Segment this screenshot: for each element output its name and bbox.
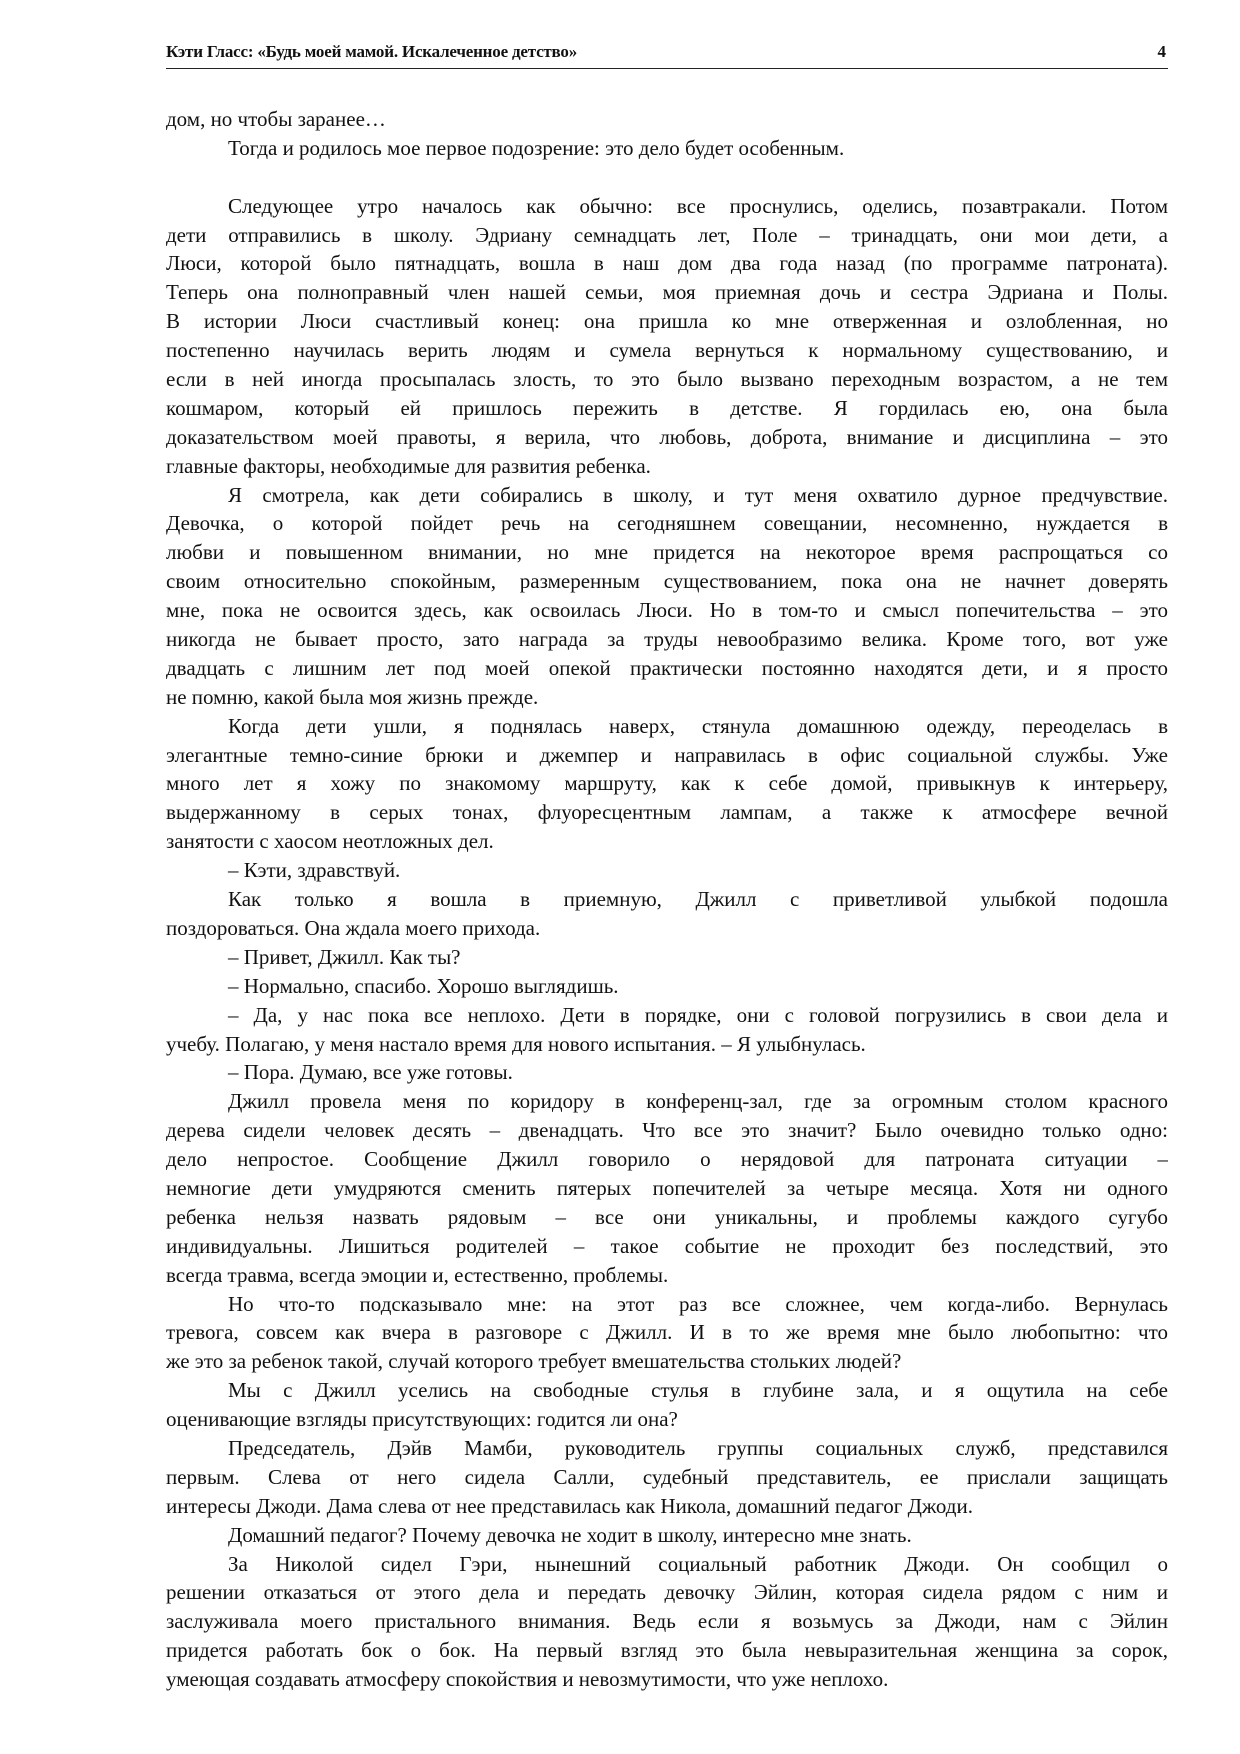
paragraph (166, 1521, 1168, 1550)
text-line: – Привет, Джилл. Как ты? (228, 944, 461, 969)
text-line: – Нормально, спасибо. Хорошо выглядишь. (228, 973, 619, 998)
text-line: индивидуальны. Лишиться родителей – такое событие не проходит без последствий, это (166, 1233, 1168, 1258)
book-title: Кэти Гласс: «Будь моей мамой. Искалеченное детство» (166, 42, 578, 61)
text-line: тревога, совсем как вчера в разговоре с Джилл. И в то же время мне было любопытно: что (166, 1320, 1168, 1345)
paragraph (166, 1290, 1168, 1377)
text-line: Но что-то подсказывало мне: на этот раз все сложнее, чем когда-либо. Вернулась (228, 1291, 1168, 1316)
text-line: мне, пока не освоится здесь, как освоилась Люси. Но в том-то и смысл попечительства – это (166, 598, 1168, 623)
text-line: поздороваться. Она ждала моего прихода. (166, 915, 541, 940)
text-line: дело непростое. Сообщение Джилл говорило о нерядовой для патроната ситуации – (166, 1147, 1168, 1172)
text-line: заслуживала моего пристального внимания. Ведь если я возьмусь за Джоди, нам с Эйлин (166, 1609, 1168, 1634)
text-line: постепенно научилась верить людям и сумела вернуться к нормальному существованию, и (166, 338, 1168, 363)
paragraph (166, 1058, 1168, 1087)
text-line: немногие дети умудряются сменить пятерых попечителей за четыре месяца. Хотя ни одного (166, 1175, 1168, 1200)
text-line: двадцать с лишним лет под моей опекой практически постоянно находятся дети, и я просто (166, 655, 1168, 680)
text-line: много лет я хожу по знакомому маршруту, как к себе домой, привыкнув к интерьеру, (166, 771, 1168, 796)
page-number: 4 (1157, 42, 1166, 61)
paragraph (166, 943, 1168, 972)
text-line: Я смотрела, как дети собирались в школу, и тут меня охватило дурное предчувствие. (228, 482, 1168, 507)
text-line: Домашний педагог? Почему девочка не ходит в школу, интересно мне знать. (228, 1522, 912, 1547)
running-header (166, 40, 1168, 69)
text-line: В истории Люси счастливый конец: она пришла ко мне отверженная и озлобленная, но (166, 309, 1168, 334)
text-line: не помню, какой была моя жизнь прежде. (166, 684, 539, 709)
text-line: оценивающие взгляды присутствующих: годится ли она? (166, 1407, 678, 1432)
paragraph (166, 192, 1168, 481)
text-line: Как только я вошла в приемную, Джилл с приветливой улыбкой подошла (228, 887, 1168, 912)
paragraph (166, 134, 1168, 163)
paragraph (166, 105, 1168, 134)
text-line: За Николой сидел Гэри, нынешний социальный работник Джоди. Он сообщил о (228, 1551, 1168, 1576)
text-line: Теперь она полноправный член нашей семьи, моя приемная дочь и сестра Эдриана и Полы. (166, 280, 1168, 305)
text-line: Председатель, Дэйв Мамби, руководитель группы социальных служб, представился (228, 1435, 1168, 1460)
paragraph (166, 972, 1168, 1001)
text-line: элегантные темно-синие брюки и джемпер и направилась в офис социальной службы. Уже (166, 742, 1168, 767)
text-line: Тогда и родилось мое первое подозрение: это дело будет особенным. (228, 135, 845, 160)
paragraph (166, 1001, 1168, 1059)
text-line: всегда травма, всегда эмоции и, естественно, проблемы. (166, 1262, 669, 1287)
text-line: дерева сидели человек десять – двенадцать. Что все это значит? Было очевидно только одно: (166, 1118, 1168, 1143)
text-line: придется работать бок о бок. На первый взгляд это была невыразительная женщина за сорок, (166, 1638, 1168, 1663)
text-line: любви и повышенном внимании, но мне придется на некоторое время распрощаться со (166, 540, 1168, 565)
text-line: дом, но чтобы заранее… (166, 107, 386, 131)
text-line: если в ней иногда просыпалась злость, то это было вызвано переходным возрастом, а не тем (166, 367, 1168, 392)
text-line: первым. Слева от него сидела Салли, судебный представитель, ее прислали защищать (166, 1464, 1168, 1489)
text-line: Девочка, о которой пойдет речь на сегодняшнем совещании, несомненно, нуждается в (166, 511, 1168, 536)
text-line: занятости с хаосом неотложных дел. (166, 829, 494, 854)
text-line: же это за ребенок такой, случай которого требует вмешательства стольких людей? (166, 1349, 902, 1374)
text-line: Мы с Джилл уселись на свободные стулья в глубине зала, и я ощутила на себе (228, 1378, 1168, 1403)
text-line: Джилл провела меня по коридору в конференц-зал, где за огромным столом красного (228, 1089, 1168, 1114)
text-line: – Кэти, здравствуй. (228, 858, 401, 883)
text-line: интересы Джоди. Дама слева от нее представилась как Никола, домашний педагог Джоди. (166, 1493, 973, 1518)
paragraph (166, 712, 1168, 856)
page-body (166, 105, 1168, 1694)
paragraph (166, 1087, 1168, 1289)
text-line: кошмаром, который ей пришлось пережить в детстве. Я гордилась ею, она была (166, 395, 1168, 420)
text-line: – Да, у нас пока все неплохо. Дети в порядке, они с головой погрузились в свои дела и (228, 1002, 1168, 1027)
text-line: Следующее утро началось как обычно: все проснулись, оделись, позавтракали. Потом (228, 193, 1168, 218)
text-line: выдержанному в серых тонах, флуоресцентным лампам, а также к атмосфере вечной (166, 800, 1168, 825)
paragraph (166, 885, 1168, 943)
text-line: Когда дети ушли, я поднялась наверх, стянула домашнюю одежду, переоделась в (228, 713, 1168, 738)
paragraph (166, 856, 1168, 885)
paragraph-spacer (166, 163, 1168, 192)
paragraph (166, 1434, 1168, 1521)
text-line: своим относительно спокойным, размеренным существованием, пока она не начнет доверять (166, 569, 1168, 594)
text-line: никогда не бывает просто, зато награда за труды невообразимо велика. Кроме того, вот уже (166, 627, 1168, 652)
paragraph (166, 1376, 1168, 1434)
text-line: умеющая создавать атмосферу спокойствия и невозмутимости, что уже неплохо. (166, 1667, 889, 1692)
text-line: главные факторы, необходимые для развития ребенка. (166, 453, 651, 478)
text-line: Люси, которой было пятнадцать, вошла в наш дом два года назад (по программе патроната). (166, 251, 1168, 276)
text-line: – Пора. Думаю, все уже готовы. (228, 1060, 513, 1085)
text-line: ребенка нельзя назвать рядовым – все они уникальны, и проблемы каждого сугубо (166, 1204, 1168, 1229)
text-line: учебу. Полагаю, у меня настало время для нового испытания. – Я улыбнулась. (166, 1031, 866, 1056)
text-line: решении отказаться от этого дела и передать девочку Эйлин, которая сидела рядом с ним и (166, 1580, 1168, 1605)
text-line: доказательством моей правоты, я верила, что любовь, доброта, внимание и дисциплина – это (166, 424, 1168, 449)
text-line: дети отправились в школу. Эдриану семнадцать лет, Поле – тринадцать, они мои дети, а (166, 222, 1168, 247)
paragraph (166, 481, 1168, 712)
paragraph (166, 1550, 1168, 1694)
